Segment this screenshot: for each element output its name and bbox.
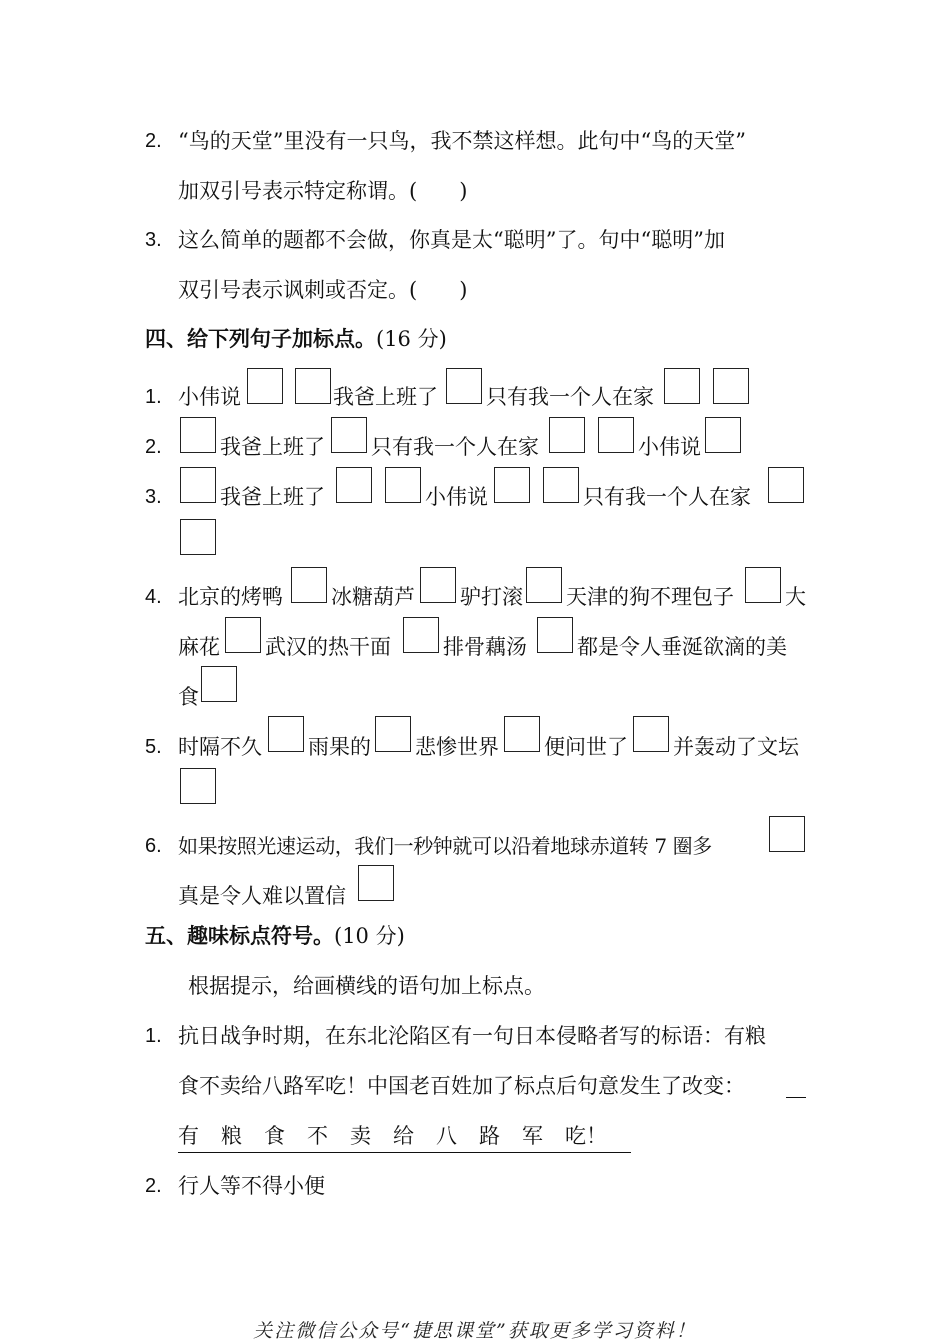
s4-item1-number: 1. <box>145 386 162 408</box>
judge-q2-line2: 加双引号表示特定称谓。( ) <box>178 179 468 203</box>
punctuation-box[interactable] <box>769 816 805 852</box>
punctuation-box[interactable] <box>526 567 562 603</box>
answer-char: 有 <box>178 1120 221 1153</box>
s4-item5-text: 雨果的 <box>308 735 371 759</box>
punctuation-box[interactable] <box>385 467 421 503</box>
punctuation-box[interactable] <box>598 417 634 453</box>
punctuation-box[interactable] <box>713 368 749 404</box>
punctuation-box[interactable] <box>543 467 579 503</box>
s4-item6-text: 如果按照光速运动，我们一秒钟就可以沿着地球赤道转 7 圈多 <box>178 834 712 858</box>
judge-q2-number: 2. <box>145 130 162 152</box>
punctuation-box[interactable] <box>403 617 439 653</box>
punctuation-box[interactable] <box>420 567 456 603</box>
punctuation-box[interactable] <box>745 567 781 603</box>
s4-item1-text: 小伟说 <box>178 385 241 409</box>
judge-q3-line1: 这么简单的题都不会做，你真是太“聪明”了。句中“聪明”加 <box>178 228 725 252</box>
punctuation-box[interactable] <box>201 666 237 702</box>
answer-char: 路 <box>479 1120 522 1153</box>
s4-item4-text: 麻花 <box>178 635 220 659</box>
answer-char: 粮 <box>221 1120 264 1153</box>
s4-item4-text: 武汉的热干面 <box>265 635 391 659</box>
s4-item2-text: 我爸上班了 <box>220 435 325 459</box>
punctuation-box[interactable] <box>537 617 573 653</box>
answer-char: 给 <box>393 1120 436 1153</box>
punctuation-box[interactable] <box>336 467 372 503</box>
section4-heading <box>145 323 447 355</box>
answer-char: 八 <box>436 1120 479 1153</box>
punctuation-box[interactable] <box>633 716 669 752</box>
punctuation-box[interactable] <box>180 519 216 555</box>
s4-item2-number: 2. <box>145 436 162 458</box>
footer-watermark: 关注微信公众号“捷思课堂”获取更多学习资料！ <box>253 1320 697 1342</box>
s4-item3-text: 我爸上班了 <box>220 485 325 509</box>
s4-item5-text: 并轰动了文坛 <box>673 735 799 759</box>
s4-item4-text: 天津的狗不理包子 <box>566 585 734 609</box>
answer-char: 卖 <box>350 1120 393 1153</box>
s4-item3-text: 只有我一个人在家 <box>583 485 751 509</box>
answer-char: 军 <box>522 1120 565 1153</box>
s5-item1-answer <box>178 1120 631 1153</box>
punctuation-box[interactable] <box>664 368 700 404</box>
section5-points: (10 分) <box>334 924 405 948</box>
s4-item4-text: 都是令人垂涎欲滴的美 <box>577 635 787 659</box>
s4-item5-text: 便问世了 <box>544 735 628 759</box>
punctuation-box[interactable] <box>331 417 367 453</box>
section5-instruction: 根据提示，给画横线的语句加上标点。 <box>188 974 545 998</box>
s4-item5-text: 时隔不久 <box>178 735 262 759</box>
judge-q2-line1: “鸟的天堂”里没有一只鸟，我不禁这样想。此句中“鸟的天堂” <box>178 129 746 153</box>
s4-item1-text: 我爸上班了 <box>333 385 438 409</box>
s4-item6-number: 6. <box>145 835 162 857</box>
punctuation-box[interactable] <box>504 716 540 752</box>
punctuation-box[interactable] <box>180 768 216 804</box>
punctuation-box[interactable] <box>358 865 394 901</box>
s4-item5-text: 悲惨世界 <box>415 735 499 759</box>
punctuation-box[interactable] <box>549 417 585 453</box>
s5-item1-number: 1. <box>145 1025 162 1047</box>
judge-q3-line2: 双引号表示讽刺或否定。( ) <box>178 278 468 302</box>
s4-item3-number: 3. <box>145 486 162 508</box>
punctuation-box[interactable] <box>291 567 327 603</box>
judge-q3-number: 3. <box>145 229 162 251</box>
s4-item6-text: 真是令人难以置信 <box>178 884 346 908</box>
s4-item1-text: 只有我一个人在家 <box>486 385 654 409</box>
s4-item4-text: 冰糖葫芦 <box>331 585 415 609</box>
punctuation-box[interactable] <box>705 417 741 453</box>
punctuation-box[interactable] <box>268 716 304 752</box>
punctuation-box[interactable] <box>180 467 216 503</box>
s4-item4-text: 食 <box>178 685 199 709</box>
section5-title: 五、趣味标点符号。 <box>145 923 334 948</box>
s4-item2-text: 只有我一个人在家 <box>371 435 539 459</box>
s4-item3-text: 小伟说 <box>425 485 488 509</box>
punctuation-box[interactable] <box>375 716 411 752</box>
s4-item5-number: 5. <box>145 736 162 758</box>
answer-char: 不 <box>307 1120 350 1153</box>
punctuation-box[interactable] <box>494 467 530 503</box>
s5-item2-number: 2. <box>145 1175 162 1197</box>
punctuation-box[interactable] <box>247 368 283 404</box>
section4-title: 四、给下列句子加标点。 <box>145 326 376 351</box>
punctuation-box[interactable] <box>295 368 331 404</box>
punctuation-box[interactable] <box>225 617 261 653</box>
s5-item1-line2: 食不卖给八路军吃！中国老百姓加了标点后句意发生了改变： <box>178 1074 745 1098</box>
s4-item2-text: 小伟说 <box>638 435 701 459</box>
answer-char: 吃！ <box>565 1120 631 1153</box>
s5-item1-line1: 抗日战争时期，在东北沦陷区有一句日本侵略者写的标语：有粮 <box>178 1024 766 1048</box>
section4-points: (16 分) <box>376 327 447 351</box>
s4-item4-text: 驴打滚 <box>460 585 523 609</box>
punctuation-box[interactable] <box>180 417 216 453</box>
s5-item2-line1: 行人等不得小便 <box>178 1174 325 1198</box>
answer-char: 食 <box>264 1120 307 1153</box>
section5-heading <box>145 920 405 952</box>
punctuation-box[interactable] <box>768 467 804 503</box>
s4-item4-text: 北京的烤鸭 <box>178 585 283 609</box>
s4-item4-text: 大 <box>785 585 806 609</box>
s4-item4-text: 排骨藕汤 <box>443 635 527 659</box>
answer-blank-line <box>786 1097 806 1098</box>
s4-item4-number: 4. <box>145 586 162 608</box>
punctuation-box[interactable] <box>446 368 482 404</box>
